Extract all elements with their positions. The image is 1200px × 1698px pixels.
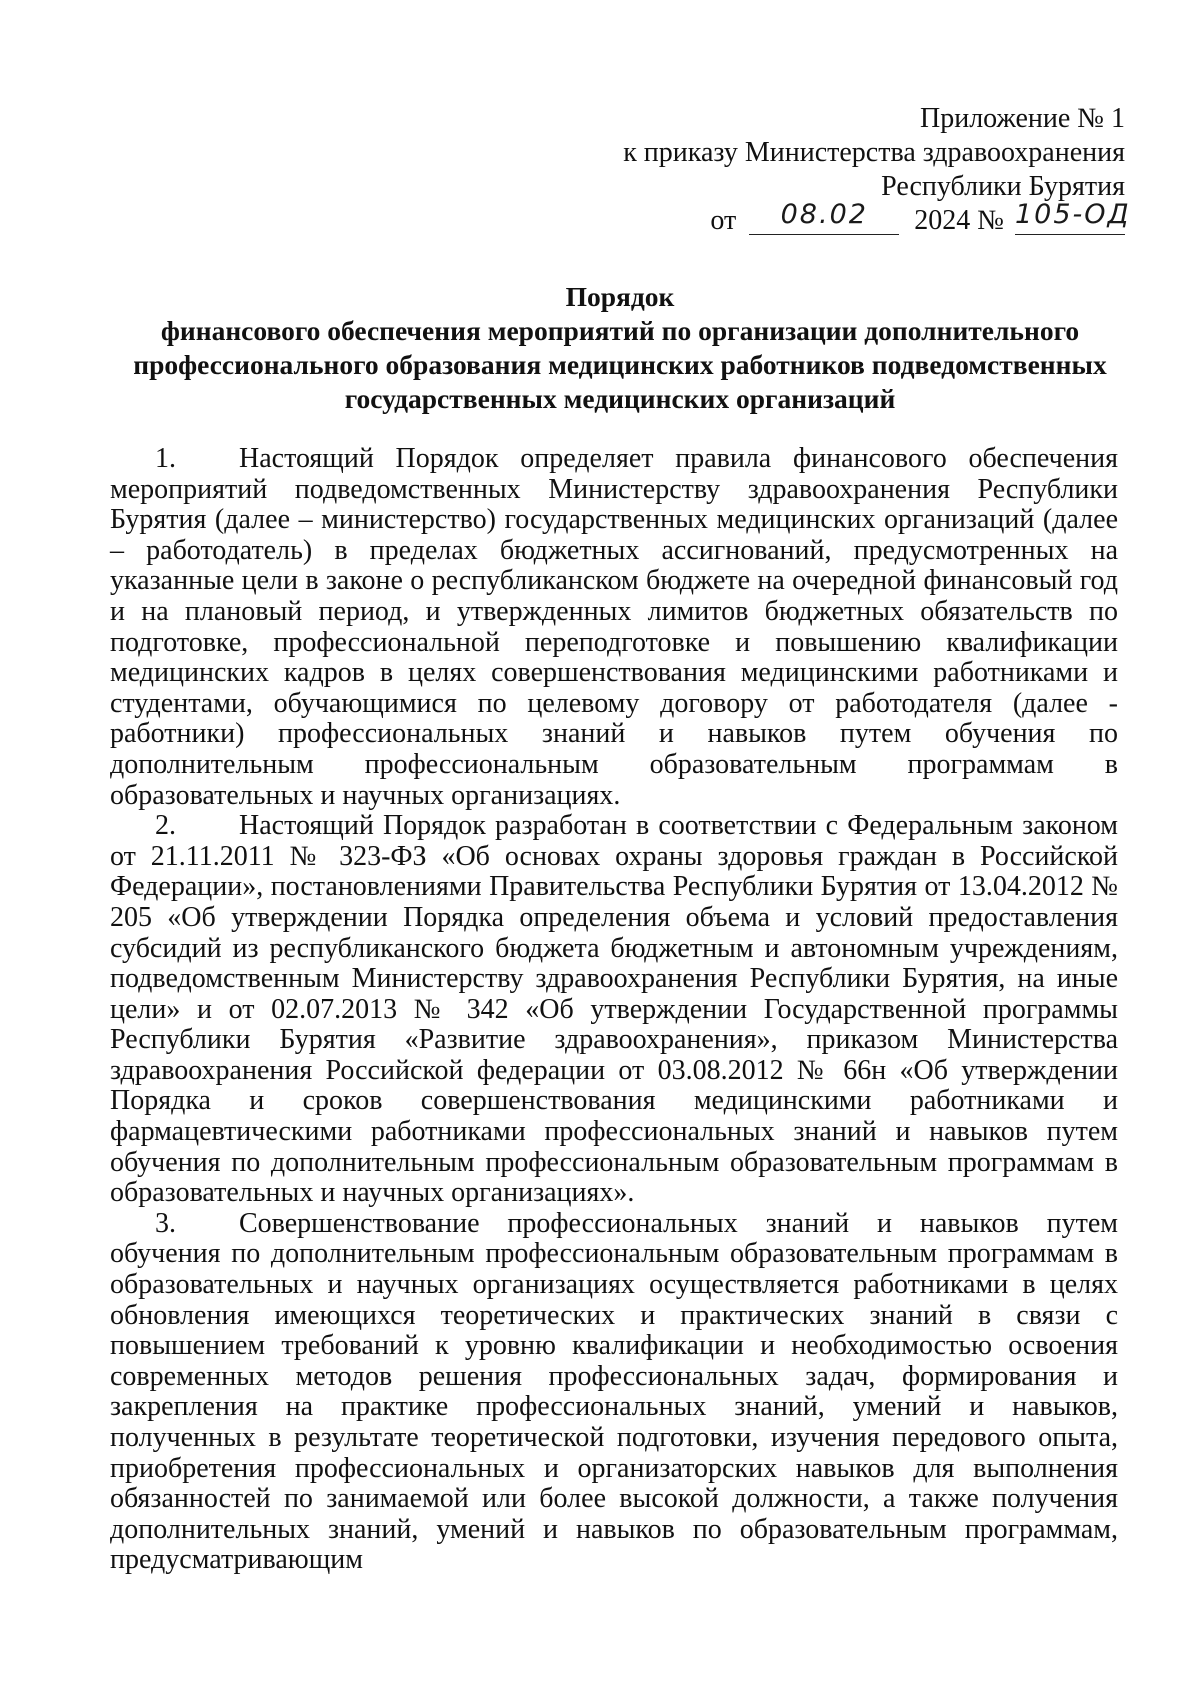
paragraph-number: 3. — [155, 1207, 176, 1239]
title-line-3: профессионального образования медицинских работников подведомственных — [133, 349, 1107, 380]
paragraph-3 — [110, 1209, 1118, 1576]
handwritten-number: 105-ОД — [1015, 199, 1131, 230]
paragraph-2 — [110, 811, 1118, 1209]
paragraph-1 — [110, 444, 1118, 811]
appendix-date-line — [623, 199, 1131, 238]
title-line-2: финансового обеспечения мероприятий по организации дополнительного — [160, 315, 1080, 346]
title-line-1: Порядок — [565, 281, 675, 312]
appendix-header — [623, 102, 1131, 238]
paragraph-number: 1. — [155, 443, 176, 474]
date-field — [749, 199, 899, 235]
paragraph-number: 2. — [155, 810, 176, 842]
document-title — [110, 280, 1130, 416]
number-field — [1015, 199, 1131, 235]
paragraph-text: Совершенствование профессиональных знаний и навыков путем обучения по дополнительным профессиональным образовательным программам в образовательных и научных организациях осуществляется работниками в целях обновления имеющихся теоретических и практических знаний в связи с повышением требований к уровню квалификации и необходимостью освоения современных методов решения профессиональных задач, формирования и закрепления на практике профессиональных знаний, умений и навыков, полученных в результате теоретической подготовки, изучения передового опыта, приобретения профессиональных и организаторских навыков для выполнения обязанностей по занимаемой или более высокой должности, а также получения дополнительных знаний, умений и навыков по образовательным программам, предусматривающим — [110, 1207, 1118, 1576]
date-prefix: от — [710, 205, 737, 236]
year-and-number-label: 2024 № — [914, 205, 1004, 236]
handwritten-date: 08.02 — [780, 199, 868, 230]
title-line-4: государственных медицинских организаций — [344, 383, 896, 414]
appendix-number: Приложение № 1 — [920, 103, 1125, 134]
appendix-region: Республики Бурятия — [881, 171, 1125, 202]
paragraph-text: Настоящий Порядок определяет правила финансового обеспечения мероприятий подведомственных Министерству здравоохранения Республики Бурятия (далее – министерство) государственных медицинских организаций (далее – работодатель) в пределах бюджетных ассигнований, предусмотренных на указанные цели в законе о республиканском бюджете на очередной финансовый год и на плановый период, и утвержденных лимитов бюджетных обязательств по подготовке, профессиональной переподготовке и повышению квалификации медицинских кадров в целях совершенствования медицинскими работниками и студентами, обучающимися по целевому договору от работодателя (далее - работники) профессиональных знаний и навыков путем обучения по дополнительным профессиональным образовательным программам в образовательных и научных организациях. — [110, 443, 1118, 811]
document-body — [110, 444, 1118, 1576]
appendix-order-ref: к приказу Министерства здравоохранения — [623, 137, 1125, 168]
paragraph-text: Настоящий Порядок разработан в соответствии с Федеральным законом от 21.11.2011 № 323-ФЗ «Об основах охраны здоровья граждан в Российской Федерации», постановлениями Правительства Республики Бурятия от 13.04.2012 № 205 «Об утверждении Порядка определения объема и условий предоставления субсидий из республиканского бюджета бюджетным и автономным учреждениям, подведомственным Министерству здравоохранения Республики Бурятия, на иные цели» и от 02.07.2013 № 342 «Об утверждении Государственной программы Республики Бурятия «Развитие здравоохранения», приказом Министерства здравоохранения Российской федерации от 03.08.2012 № 66н «Об утверждении Порядка и сроков совершенствования медицинскими работниками и фармацевтическими работниками профессиональных знаний и навыков путем обучения по дополнительным профессиональным образовательным программам в образовательных и научных организациях». — [110, 810, 1118, 1209]
